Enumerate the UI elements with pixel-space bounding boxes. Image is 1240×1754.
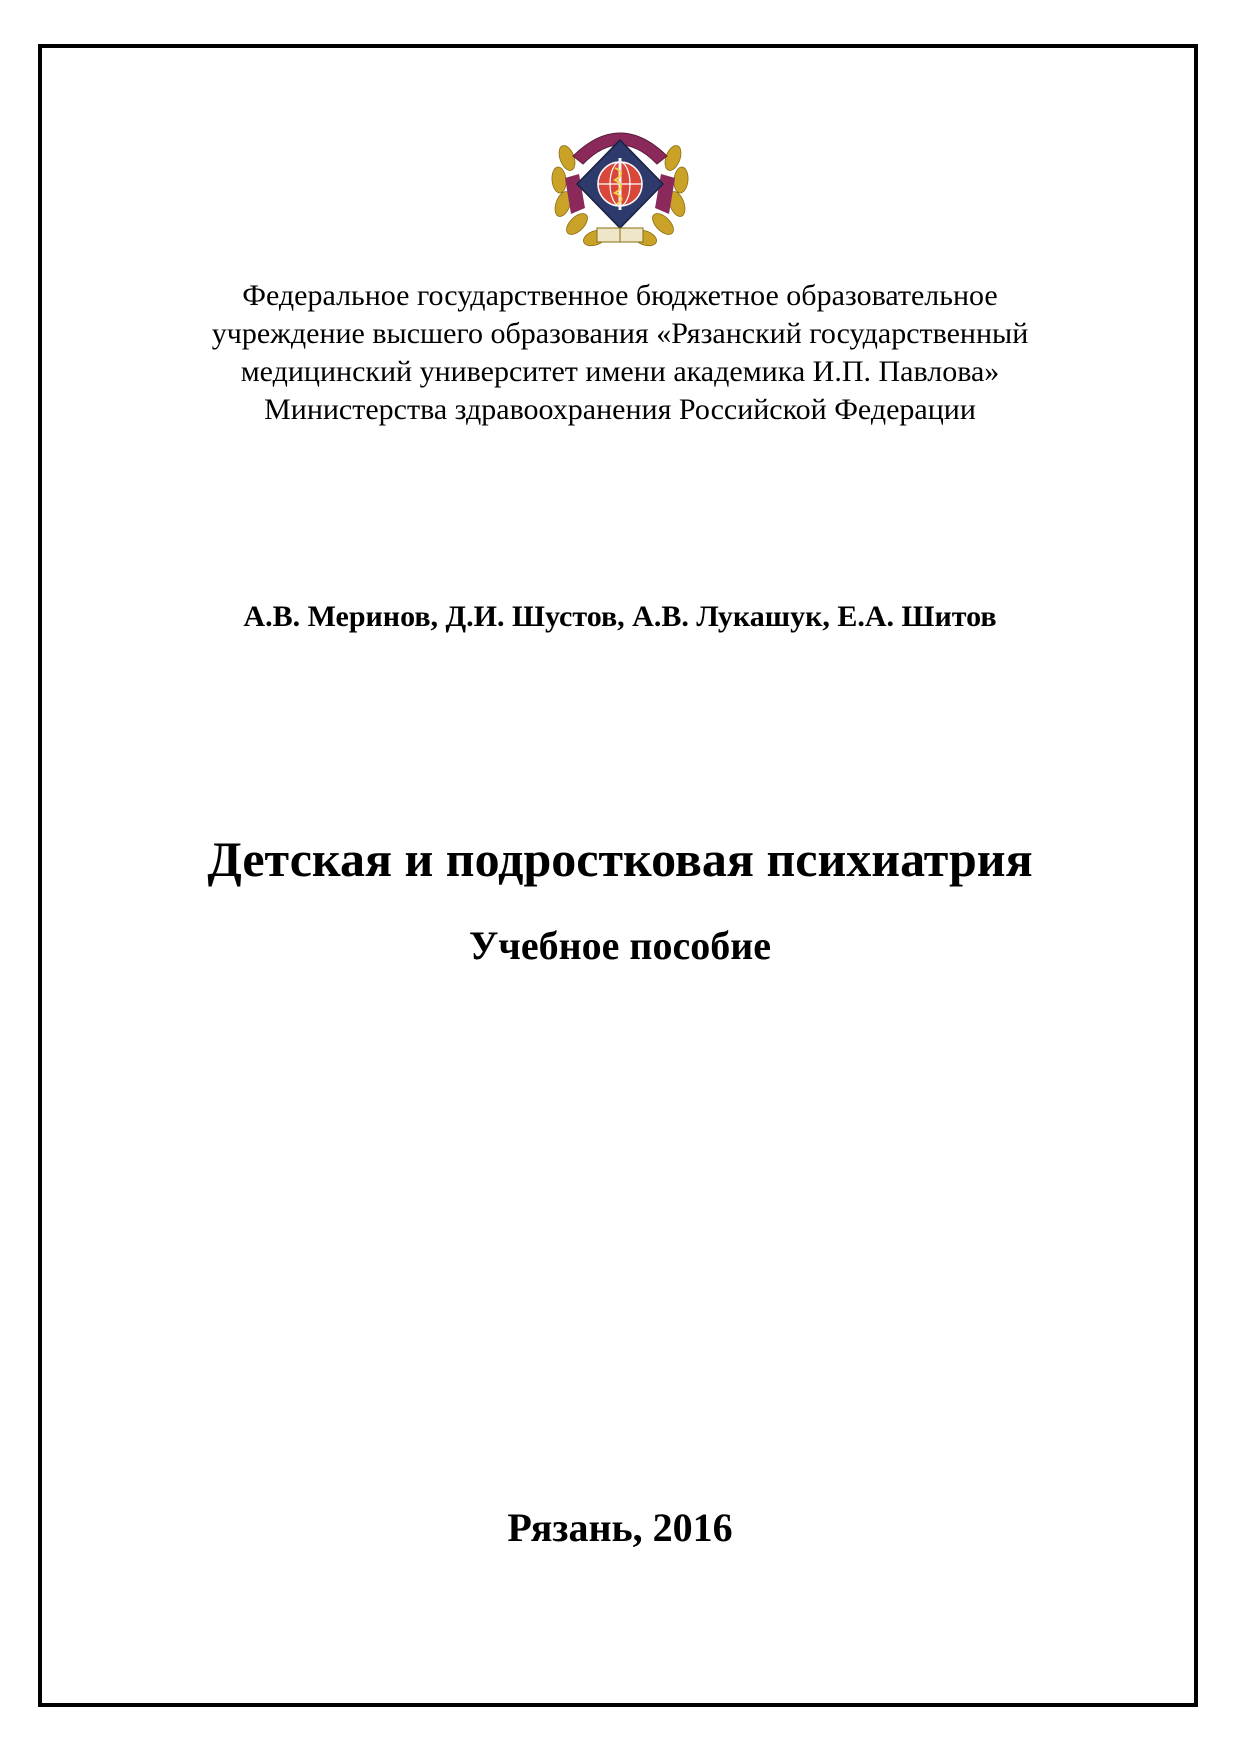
authors: А.В. Меринов, Д.И. Шустов, А.В. Лукашук, Е.А. Шитов bbox=[243, 600, 997, 633]
publication-place-year: Рязань, 2016 bbox=[507, 1505, 733, 1550]
book-title: Детская и подростковая психиатрия bbox=[207, 831, 1033, 887]
university-emblem-icon bbox=[545, 118, 695, 254]
institution-line: Федеральное государственное бюджетное образовательное bbox=[242, 279, 998, 312]
institution-line: Министерства здравоохранения Российской Федерации bbox=[264, 393, 976, 426]
institution-name bbox=[100, 277, 1140, 429]
institution-line: медицинский университет имени академика И.П. Павлова» bbox=[240, 355, 1000, 388]
institution-line: учреждение высшего образования «Рязанский государственный bbox=[211, 317, 1029, 350]
book-subtitle: Учебное пособие bbox=[468, 923, 772, 968]
